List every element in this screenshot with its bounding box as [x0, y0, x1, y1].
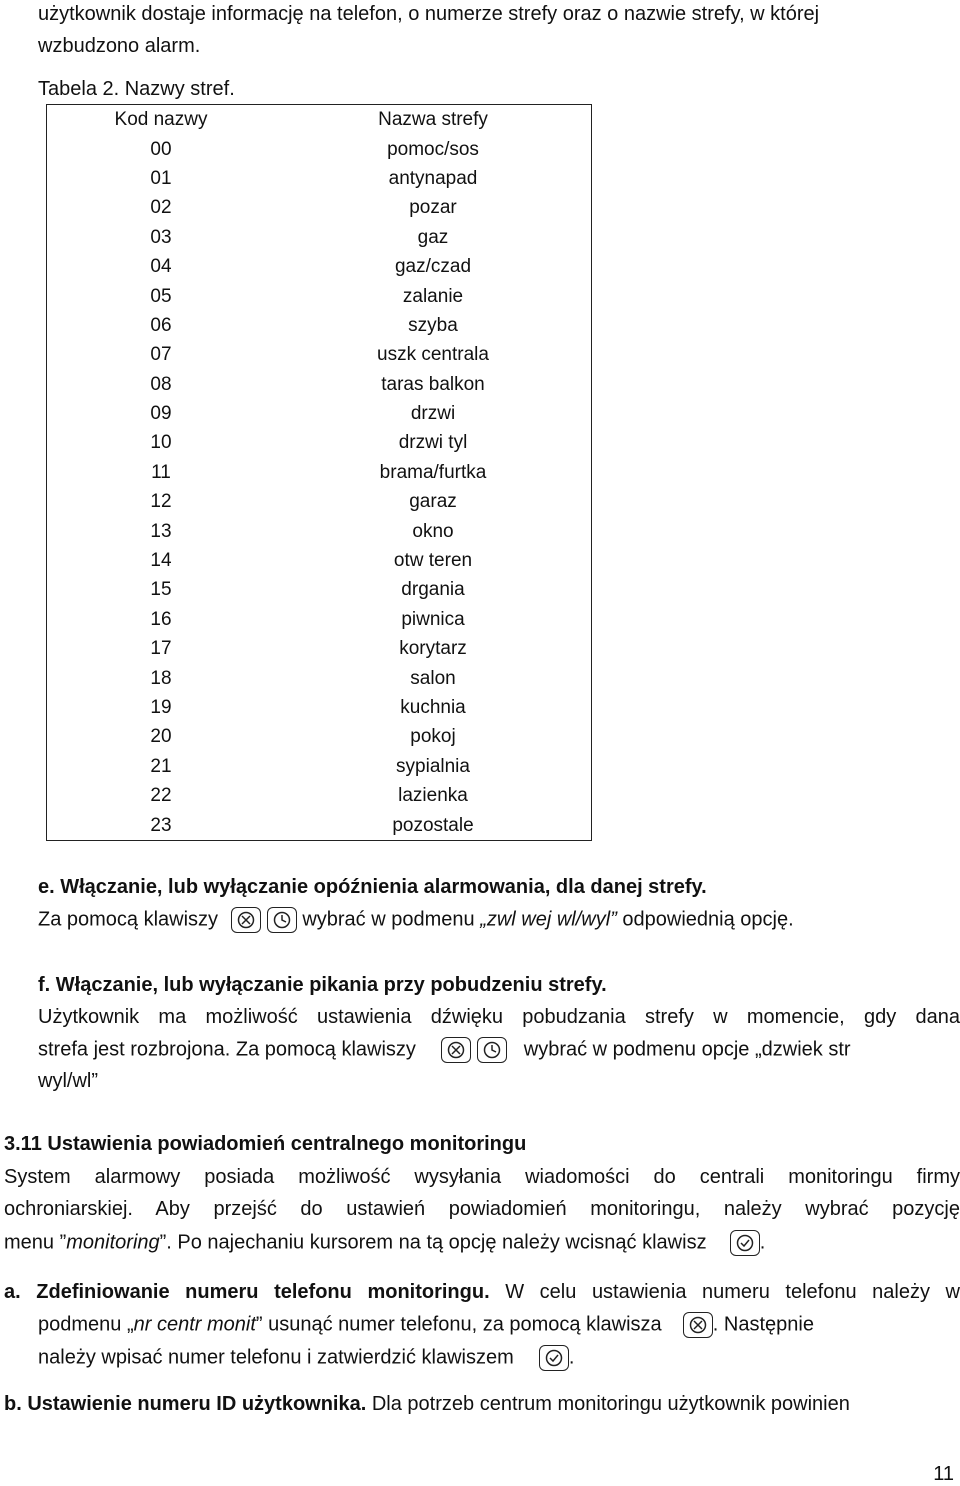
section-e-text-before: Za pomocą klawiszy [38, 908, 219, 931]
zone-name-cell: drzwi tyl [398, 432, 468, 454]
zone-name-cell: salon [410, 667, 456, 689]
section-311-heading: 3.11 Ustawienia powiadomień centralnego monitoringu [4, 1133, 527, 1155]
zone-name-cell: gaz [417, 226, 449, 248]
header-zone-name: Nazwa strefy [378, 109, 488, 131]
table-row [47, 634, 592, 663]
zone-code-cell: 20 [150, 726, 172, 748]
zone-name-cell: taras balkon [381, 373, 485, 395]
section-b-heading: b. Ustawienie numeru ID użytkownika. [4, 1393, 367, 1415]
section-e-text-mid: wybrać w podmenu [302, 908, 475, 931]
zone-code-cell: 15 [150, 579, 172, 601]
header-code: Kod nazwy [114, 109, 208, 131]
table-row [47, 575, 592, 604]
table-row [47, 134, 592, 163]
section-311-line-3 [4, 1230, 765, 1256]
zone-name-cell: gaz/czad [394, 256, 472, 278]
zone-name-cell: antynapad [388, 167, 478, 189]
zone-code-cell: 12 [150, 491, 172, 513]
section-a-line1-rest: W celu ustawienia numeru telefonu należy w [505, 1281, 960, 1303]
table-row [47, 370, 592, 399]
zone-name-cell: garaz [409, 491, 457, 513]
section-a-line2-end: . Następnie [712, 1313, 814, 1336]
section-a-heading: a. Zdefiniowanie numeru telefonu monitoringu. [4, 1281, 490, 1303]
zone-code-cell: 18 [150, 667, 172, 689]
zone-name-cell: uszk centrala [377, 344, 489, 366]
zone-code-cell: 00 [150, 138, 172, 160]
section-a-line-2 [38, 1312, 814, 1338]
confirm-key-icon [730, 1230, 760, 1256]
zone-name-cell: otw teren [393, 550, 473, 572]
zone-code-cell: 03 [150, 226, 172, 248]
page-number: 11 [933, 1463, 954, 1485]
section-a-line3-end: . [568, 1346, 575, 1369]
table-row [47, 223, 592, 252]
table-row [47, 546, 592, 575]
table-row [47, 458, 592, 487]
section-311-line3-end: . [759, 1231, 766, 1254]
table-header-row [47, 105, 592, 135]
zone-name-cell: zalanie [402, 285, 464, 307]
zone-code-cell: 11 [151, 461, 171, 483]
zone-code-cell: 22 [150, 785, 172, 807]
zone-code-cell: 04 [150, 256, 172, 278]
zone-names-table [46, 104, 592, 841]
table-row [47, 516, 592, 545]
table-row [47, 722, 592, 751]
section-b-rest: Dla potrzeb centrum monitoringu użytkownik powinien [371, 1393, 850, 1415]
zone-code-cell: 17 [150, 638, 172, 660]
section-a-line-1 [4, 1280, 960, 1304]
table-row [47, 810, 592, 840]
zone-name-cell: pomoc/sos [387, 138, 479, 160]
section-f-heading: f. Włączanie, lub wyłączanie pikania przy pobudzeniu strefy. [38, 974, 607, 996]
section-a-line2-before: podmenu „ [38, 1313, 134, 1336]
zone-name-cell: drgania [401, 579, 465, 601]
intro-line-1: użytkownik dostaje informację na telefon, o numerze strefy oraz o nazwie strefy, w której [38, 3, 820, 25]
zone-code-cell: 16 [150, 608, 172, 630]
table-row [47, 663, 592, 692]
zone-code-cell: 14 [150, 550, 172, 572]
section-a-submenu-name: nr centr monit [133, 1313, 256, 1336]
table-caption: Tabela 2. Nazwy stref. [38, 78, 235, 100]
zone-code-cell: 05 [150, 285, 172, 307]
confirm-key-icon [539, 1345, 569, 1371]
section-f-line-1: Użytkownik ma możliwość ustawienia dźwięku pobudzania strefy w momencie, gdy dana [38, 1006, 960, 1028]
section-311-line3-after: ”. Po najechaniu kursorem na tą opcję należy wcisnąć klawisz [159, 1231, 707, 1254]
zone-code-cell: 21 [150, 755, 172, 777]
section-e-text [38, 907, 794, 933]
section-311-line-1: System alarmowy posiada możliwość wysyłania wiadomości do centrali monitoringu firmy [4, 1166, 960, 1188]
section-f-line2-before: strefa jest rozbrojona. Za pomocą klawiszy [38, 1038, 416, 1061]
zone-code-cell: 02 [150, 197, 172, 219]
zone-code-cell: 07 [150, 344, 172, 366]
section-311-menu-monitoring: monitoring [66, 1231, 160, 1254]
zone-name-cell: szyba [408, 314, 458, 336]
zone-name-cell: sypialnia [396, 755, 470, 777]
section-311-line-2: ochroniarskiej. Aby przejść do ustawień powiadomień monitoringu, należy wybrać pozycję [4, 1198, 960, 1220]
zone-code-cell: 19 [150, 697, 172, 718]
section-f-line-3: wyl/wl” [38, 1070, 98, 1092]
table-row [47, 281, 592, 310]
section-e-text-after: odpowiednią opcję. [622, 908, 794, 931]
section-a-line-3 [38, 1345, 574, 1371]
zone-name-cell: pozostale [392, 814, 474, 836]
section-a-line3-before: należy wpisać numer telefonu i zatwierdzić klawiszem [38, 1346, 514, 1369]
cancel-key-icon [231, 907, 261, 933]
section-311-line3-before: menu ” [4, 1231, 67, 1254]
zone-code-cell: 10 [150, 432, 172, 454]
table-row [47, 487, 592, 516]
zone-code-cell: 23 [150, 814, 172, 836]
section-f-line-2 [38, 1037, 851, 1063]
zone-name-cell: pokoj [410, 726, 456, 748]
section-a-line2-after: ” usunąć numer telefonu, za pomocą klawisza [255, 1313, 662, 1336]
table-row [47, 752, 592, 781]
zone-name-cell: lazienka [398, 785, 468, 807]
zone-code-cell: 08 [150, 373, 172, 395]
table-row [47, 781, 592, 810]
zone-name-cell: kuchnia [400, 697, 466, 718]
table-row [47, 311, 592, 340]
clock-key-icon [477, 1037, 507, 1063]
zone-name-cell: okno [412, 520, 454, 542]
section-f-line2-after: wybrać w podmenu opcje „dzwiek str [523, 1038, 851, 1061]
table-row [47, 193, 592, 222]
zone-code-cell: 09 [150, 403, 172, 425]
intro-line-2: wzbudzono alarm. [38, 35, 201, 57]
table-row [47, 428, 592, 457]
clock-key-icon [267, 907, 297, 933]
table-row [47, 252, 592, 281]
zone-name-cell: drzwi [410, 403, 456, 425]
table-row [47, 340, 592, 369]
zone-name-cell: piwnica [401, 608, 465, 630]
table-row [47, 605, 592, 634]
table-row [47, 693, 592, 722]
zone-code-cell: 13 [150, 520, 172, 542]
zone-name-cell: brama/furtka [379, 461, 487, 483]
zone-code-cell: 01 [150, 167, 172, 189]
cancel-key-icon [683, 1312, 713, 1338]
section-b-line [4, 1392, 850, 1416]
table-row [47, 399, 592, 428]
zone-name-cell: pozar [409, 197, 457, 219]
zone-name-cell: korytarz [399, 638, 467, 660]
section-e-italic: „zwl wej wl/wyl” [480, 908, 617, 931]
section-e-heading: e. Włączanie, lub wyłączanie opóźnienia alarmowania, dla danej strefy. [38, 876, 707, 898]
zone-code-cell: 06 [150, 314, 172, 336]
cancel-key-icon [441, 1037, 471, 1063]
table-row [47, 164, 592, 193]
